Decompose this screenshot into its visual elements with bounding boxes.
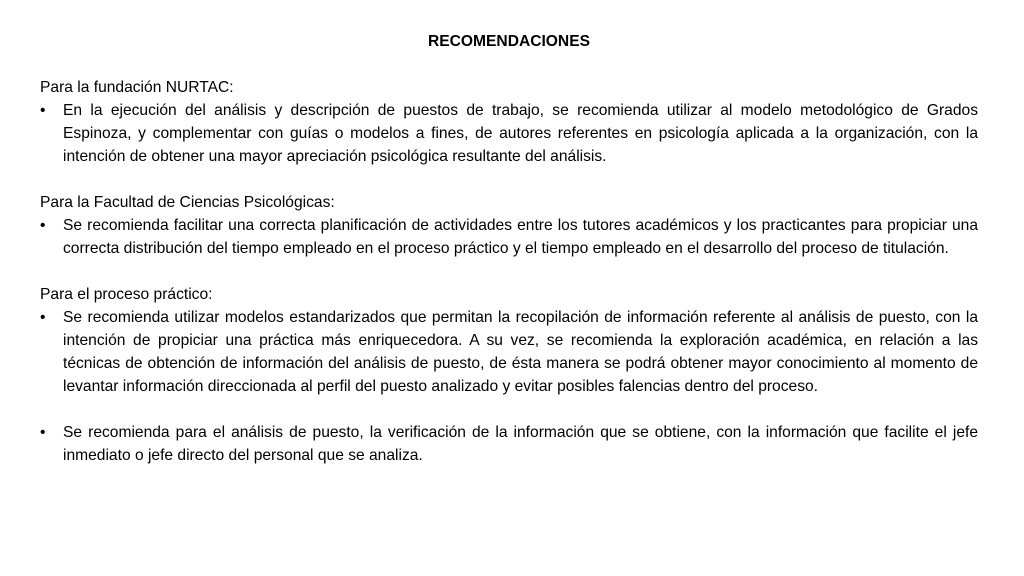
slide-content [40, 30, 978, 490]
bullet-icon: • [40, 102, 46, 119]
bullet-text: Se recomienda facilitar una correcta planificación de actividades entre los tutores académicos y los practicantes para propiciar una correcta distribución del tiempo empleado en el proceso práctico y el tiempo empleado en el desarrollo del proceso de titulación. [63, 217, 978, 257]
section-heading: Para la fundación NURTAC: [40, 79, 234, 96]
section-heading: Para el proceso práctico: [40, 286, 213, 303]
bullet-text: Se recomienda utilizar modelos estandarizados que permitan la recopilación de información referente al análisis de puesto, con la intención de propiciar una práctica más enriquecedora. A su vez, se recomienda la exploración académica, en relación a las técnicas de obtención de información del análisis de puesto, de ésta manera se podrá obtener mayor conocimiento al momento de levantar información direccionada al perfil del puesto analizado y evitar posibles falencias dentro del proceso. [63, 309, 978, 395]
bullet-text: En la ejecución del análisis y descripción de puestos de trabajo, se recomienda utilizar al modelo metodológico de Grados Espinoza, y complementar con guías o modelos a fines, de autores referentes en psicología aplicada a la organización, con la intención de obtener una mayor apreciación psicológica resultante del análisis. [63, 102, 978, 165]
bullet-item [40, 421, 978, 467]
bullet-text: Se recomienda para el análisis de puesto, la verificación de la información que se obtiene, con la información que facilite el jefe inmediato o jefe directo del personal que se analiza. [63, 424, 978, 464]
bullet-icon: • [40, 309, 46, 326]
section-facultad [40, 191, 978, 260]
bullet-item [40, 214, 978, 260]
section-proceso-practico [40, 283, 978, 467]
page-title: RECOMENDACIONES [427, 33, 590, 50]
bullet-icon: • [40, 424, 46, 441]
bullet-item [40, 99, 978, 168]
bullet-item [40, 306, 978, 398]
bullet-icon: • [40, 217, 46, 234]
section-heading: Para la Facultad de Ciencias Psicológicas: [40, 194, 335, 211]
section-fundacion [40, 76, 978, 168]
bullet-spacer [40, 398, 978, 421]
